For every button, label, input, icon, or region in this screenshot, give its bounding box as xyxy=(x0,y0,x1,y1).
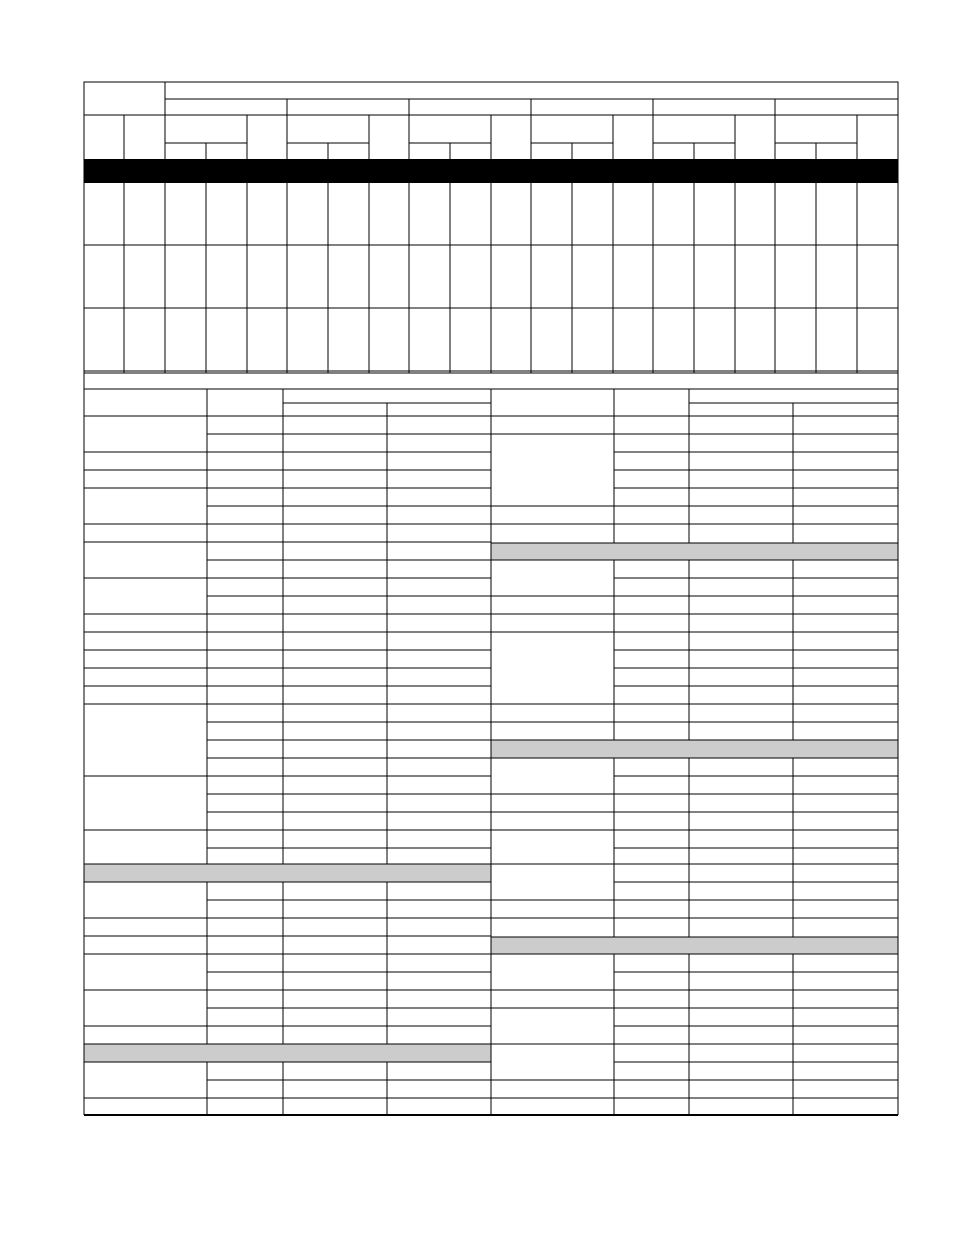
right-section-band xyxy=(491,740,898,758)
left-section-band xyxy=(84,1044,491,1062)
bottom-grid xyxy=(84,373,898,1115)
right-section-band xyxy=(491,543,898,560)
top-grid xyxy=(84,82,898,373)
left-panel xyxy=(84,389,491,1115)
right-section-band xyxy=(491,937,898,954)
left-section-band xyxy=(84,864,491,882)
right-panel xyxy=(491,389,898,1115)
header-black-band xyxy=(84,159,898,183)
